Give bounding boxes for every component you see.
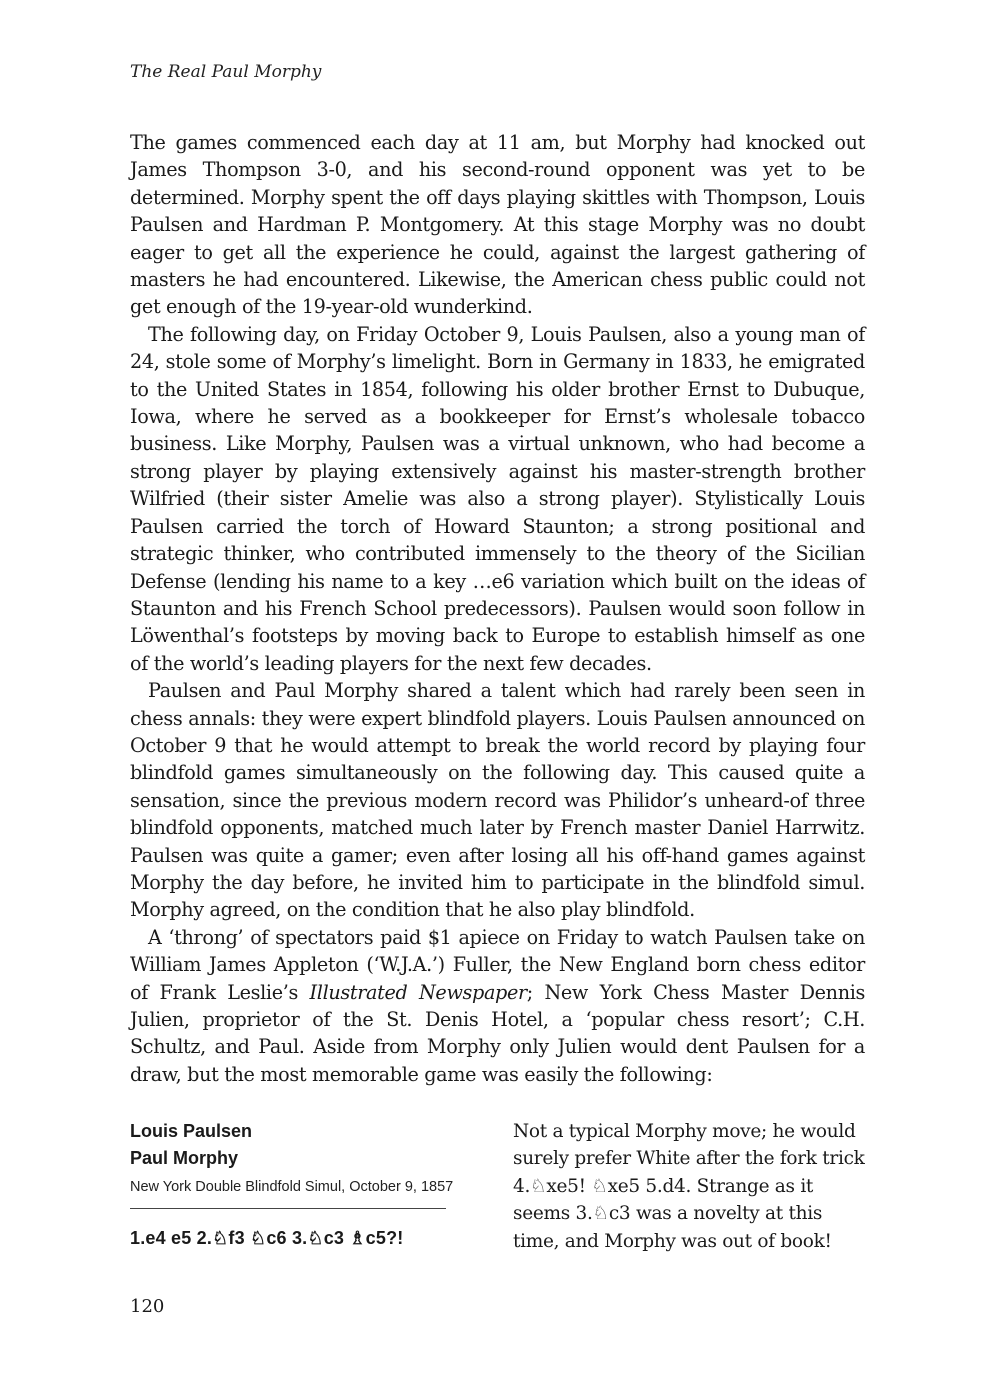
- page-number: 120: [130, 1296, 165, 1317]
- paragraph-text: A ‘throng’ of spectators paid $1 apiece on Friday to watch Paulsen take on William James Appleton (‘W.J.A.’) Fuller, the New England born chess editor of Frank Leslie’s: [130, 925, 865, 1004]
- paragraph: The following day, on Friday October 9, Louis Paulsen, also a young man of 24, stole some of Morphy’s limelight. Born in Germany in 1833, he emigrated to the United States in 1854, following his older brother Ernst to Dubuque, Iowa, where he served as a bookkeeper for Ernst’s wholesale tobacco business. Like Morphy, Paulsen was a virtual unknown, who had become a strong player by playing extensively against his master-strength brother Wilfried (their sister Amelie was also a strong player). Stylistically Louis Paulsen carried the torch of Howard Staunton; a strong positional and strategic thinker, who contributed immensely to the theory of the Sicilian Defense (lending his name to a key …e6 variation which built on the ideas of Staunton and his French School predecessors). Paulsen would soon follow in Löwenthal’s footsteps by moving back to Europe to establish himself as one of the world’s leading players for the next few decades.: [130, 322, 865, 675]
- paragraph: [130, 924, 865, 1088]
- divider: [130, 1208, 446, 1209]
- game-moves: 1.e4 e5 2.♘f3 ♘c6 3.♘c3 ♗c5?!: [130, 1228, 404, 1248]
- black-player: Paul Morphy: [130, 1148, 239, 1168]
- paragraph: Paulsen and Paul Morphy shared a talent which had rarely been seen in chess annals: they were expert blindfold players. Louis Paulsen announced on October 9 that he would attempt to break the world record by playing four blindfold games simultaneously on the following day. This caused quite a sensation, since the previous modern record was Philidor’s unheard-of three blindfold opponents, matched much later by French master Daniel Harrwitz. Paulsen was quite a gamer; even after losing all his off-hand games against Morphy the day before, he invited him to participate in the blindfold simul. Morphy agreed, on the condition that he also play blindfold.: [130, 679, 865, 922]
- game-header: [130, 1118, 480, 1249]
- running-header: The Real Paul Morphy: [130, 62, 322, 82]
- white-player: Louis Paulsen: [130, 1121, 253, 1141]
- game-event: New York Double Blindfold Simul, October 9, 1857: [130, 1179, 454, 1195]
- move-annotation: Not a typical Morphy move; he would surely prefer White after the fork trick 4.♘xe5! ♘xe5 5.d4. Strange as it seems 3.♘c3 was a novelty at this time, and Morphy was out of book!: [513, 1121, 865, 1252]
- paragraph: The games commenced each day at 11 am, but Morphy had knocked out James Thompson 3-0, and his second-round opponent was yet to be determined. Morphy spent the off days playing skittles with Thompson, Louis Paulsen and Hardman P. Montgomery. At this stage Morphy was no doubt eager to get all the experience he could, against the largest gathering of masters he had encountered. Likewise, the American chess public could not get enough of the 19-year-old wunderkind.: [130, 131, 865, 319]
- newspaper-title: Illustrated Newspaper: [309, 980, 527, 1004]
- paragraph-text: ; New York Chess Master Dennis Julien, proprietor of the St. Denis Hotel, a ‘popular chess resort’; C.H. Schultz, and Paul. Aside from Morphy only Julien would dent Paulsen for a draw, but the most memorable game was easily the following:: [130, 980, 865, 1086]
- body-text: [130, 129, 865, 1088]
